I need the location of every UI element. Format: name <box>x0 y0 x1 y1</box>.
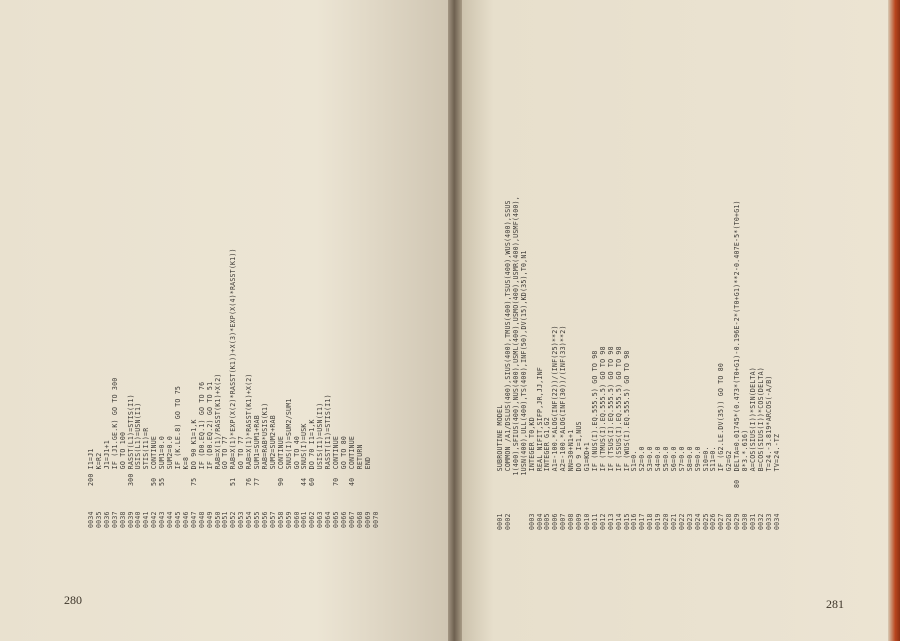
code-line <box>175 248 183 528</box>
code-text: GO TO 77 <box>221 435 230 486</box>
code-line <box>301 248 309 528</box>
code-text: 90 CONTINUE <box>276 435 285 486</box>
line-number: 0065 <box>332 511 341 528</box>
line-number: 0049 <box>205 511 214 528</box>
code-line <box>333 248 341 528</box>
code-text: IF (WUS(I).EQ.555.5) GO TO 98 <box>622 350 631 488</box>
code-line <box>128 248 136 528</box>
code-text: RASST(I1)=STIS(I1) <box>324 394 333 486</box>
line-number: 0035 <box>94 511 103 528</box>
code-text: S4=0.0 <box>654 446 663 488</box>
code-text: SUM2=SUM2+RAB <box>268 415 277 486</box>
line-number: 0011 <box>590 513 599 530</box>
code-line <box>317 248 325 528</box>
code-line <box>120 248 128 528</box>
code-line <box>112 248 120 528</box>
line-number: 0059 <box>284 511 293 528</box>
code-text: INTEGER G1,G2 <box>543 417 552 488</box>
code-text: USIS(I1)=USN(I1) <box>316 402 325 486</box>
code-line <box>96 248 104 528</box>
code-text: GO TO 80 <box>340 435 348 486</box>
line-number: 0039 <box>126 511 135 528</box>
code-text: REAL NIFIT,SIFP,JR,JJ,INF <box>535 367 544 488</box>
page-number-left: 280 <box>64 593 82 607</box>
line-number: 0029 <box>733 513 742 530</box>
line-number: 0007 <box>559 513 568 530</box>
code-text: NN=30+N1+1 <box>567 429 576 488</box>
code-text: IF (SSUS(I).EQ.555.5) GO TO 98 <box>614 346 623 488</box>
code-line <box>143 248 151 528</box>
code-text: IF (D0.EQ.2) GO TO 51 <box>205 381 214 486</box>
code-line <box>349 248 357 528</box>
code-text: RAB=X(1)/RASST(K1)+X(2) <box>213 373 222 486</box>
code-text: S9=0.0 <box>693 446 702 488</box>
line-number: 0024 <box>693 513 702 530</box>
code-text: 40 CONTINUE <box>347 435 356 486</box>
line-number: 0054 <box>245 511 254 528</box>
line-number: 0022 <box>677 513 686 530</box>
code-text: 44 SNUS(I)=USK <box>300 423 309 486</box>
code-text: A1=-100.*ALOG(INF(22))/(INF(25)**2) <box>551 325 560 488</box>
line-number: 0060 <box>292 511 301 528</box>
code-line <box>88 248 96 528</box>
code-text: K=R2 <box>94 452 103 486</box>
line-number: 0021 <box>669 513 678 530</box>
line-number: 0045 <box>173 511 182 528</box>
code-line <box>294 248 302 528</box>
code-line <box>159 248 167 528</box>
code-text: 50 CONTINUE <box>150 435 159 486</box>
line-number: 0032 <box>756 513 765 530</box>
line-number: 0028 <box>725 513 734 530</box>
code-line <box>254 248 262 528</box>
code-text: T=24.-3.819*ARCOS(-A/B) <box>764 375 773 488</box>
line-number: 0002 <box>503 513 512 530</box>
line-number: 0023 <box>685 513 694 530</box>
code-text: COMMON /A1/DSLUS(400),SIUS(400),TMUS(400),TSUS(400),WUS(400),SSUS <box>503 200 512 488</box>
line-number: 0033 <box>764 513 773 530</box>
line-number: 0003 <box>527 513 536 530</box>
line-number: 0041 <box>142 511 151 528</box>
line-number: 0068 <box>355 511 364 528</box>
line-number: 0004 <box>535 513 544 530</box>
code-text: 77 SUM1=SUM1+RAB <box>253 415 262 486</box>
line-number: 0040 <box>134 511 143 528</box>
code-text: 80 DELTA=0.01745*(0.473*(T0+G1)-0.196E-2*(T0+G1)**2-0.407E-5*(T0+G1) <box>733 200 742 488</box>
code-text: 1USN(400),ULL(400),TS(400),INF(50),DV(15),KD(35),T0,N1 <box>519 250 528 488</box>
code-text: 70 CONTINUE <box>332 435 341 486</box>
code-line <box>246 248 254 528</box>
line-number: 0012 <box>598 513 607 530</box>
code-text: IF (G2.LE.DV(35)) GO TO 80 <box>717 362 726 488</box>
code-line <box>270 248 278 528</box>
line-number: 0056 <box>260 511 269 528</box>
line-number: 0066 <box>340 511 348 528</box>
line-number: 0008 <box>567 513 576 530</box>
line-number: 0051 <box>221 511 230 528</box>
code-text: 60 DO 70 I1=1,K <box>308 419 317 486</box>
line-number: 0047 <box>189 511 198 528</box>
code-line <box>357 248 365 528</box>
page-edge <box>888 0 900 641</box>
code-text: S6=0.0 <box>669 446 678 488</box>
line-number: 0057 <box>268 511 277 528</box>
code-text: RAB=RAB*USIS(K1) <box>260 402 269 486</box>
right-code-listing <box>497 196 782 530</box>
code-text: IF (NUS(I).EQ.555.5) GO TO 98 <box>590 350 599 488</box>
line-number: 0010 <box>582 513 591 530</box>
line-number: 0009 <box>575 513 584 530</box>
line-number: 0050 <box>213 511 222 528</box>
code-text: G1=KD+1 <box>582 442 591 488</box>
code-line <box>183 248 191 528</box>
line-number: 0043 <box>158 511 167 528</box>
line-number: 0067 <box>347 511 356 528</box>
line-number: 0030 <box>741 513 750 530</box>
code-text: IF (J1.GE.K) GO TO 300 <box>110 377 119 486</box>
line-number: 0058 <box>276 511 285 528</box>
code-line <box>230 248 238 528</box>
page-number-right: 281 <box>826 597 844 611</box>
code-text: 75 DO 90 K1=1,K <box>189 419 198 486</box>
code-text: 55 SUM1=0.0 <box>158 435 167 486</box>
code-text: J1=J1+1 <box>102 440 111 486</box>
code-line <box>215 248 223 528</box>
code-text: RETURN <box>355 444 364 486</box>
code-text: S11=0. <box>709 446 718 488</box>
line-number: 0016 <box>630 513 639 530</box>
code-line <box>325 248 333 528</box>
code-text: SNUS(I)=SUM2/SUM1 <box>284 398 293 486</box>
code-text: STIS(I1)=R <box>142 427 151 486</box>
line-number: 0055 <box>253 511 262 528</box>
code-text: IF (TSUS(I).EQ.555.5) GO TO 98 <box>606 346 615 488</box>
line-number: 0020 <box>662 513 671 530</box>
code-text: SUBROUTINE MODEL <box>496 404 504 488</box>
code-text: K=8 <box>181 456 190 486</box>
line-number: 0069 <box>363 511 372 528</box>
line-number: 0014 <box>614 513 623 530</box>
code-text: A=COS(SIUS(I))*SIN(DELTA) <box>749 367 757 488</box>
line-number: 0063 <box>316 511 325 528</box>
line-number: 0034 <box>772 513 781 530</box>
line-number: 0053 <box>237 511 246 528</box>
code-line <box>286 248 294 528</box>
line-number: 0044 <box>166 511 175 528</box>
code-text: 1(400),SFIUS(400),NUS(400),USML(400),USMO(400),USMR(400),USMF(400), <box>511 196 520 488</box>
code-text: B=COS(SIUS(I))*COS(DELTA) <box>756 367 765 488</box>
code-text: S3=0.0 <box>646 446 655 488</box>
line-number: 0025 <box>701 513 710 530</box>
code-text: GO TO 77 <box>237 435 246 486</box>
line-number: 0046 <box>181 511 190 528</box>
code-line <box>151 248 159 528</box>
code-line <box>774 196 782 530</box>
code-text: 76 RAB=X(1)*RASST(K1)+X(2) <box>245 373 254 486</box>
line-number: 0017 <box>638 513 647 530</box>
code-text: 200 I1=J1 <box>87 448 95 486</box>
line-number: 0034 <box>87 511 95 528</box>
line-number: 0048 <box>197 511 206 528</box>
line-number: 0061 <box>300 511 309 528</box>
code-text: S5=0.0 <box>662 446 671 488</box>
code-text: S10=0. <box>701 446 710 488</box>
code-line <box>341 248 349 528</box>
line-number: 0037 <box>110 511 119 528</box>
line-number: 0006 <box>551 513 560 530</box>
line-number: 0026 <box>709 513 718 530</box>
code-text: GO TO 40 <box>292 435 301 486</box>
line-number: 0036 <box>102 511 111 528</box>
code-text: TV=24.-TZ <box>772 433 781 488</box>
code-text: DO 9 I=1,NUS <box>575 421 584 488</box>
line-number: 0019 <box>654 513 663 530</box>
code-line <box>309 248 317 528</box>
code-text: USIS(L1)=USN(I1) <box>134 402 143 486</box>
code-text: S2=0.0 <box>638 446 647 488</box>
code-text: S8=0.0 <box>685 446 694 488</box>
line-number: 0001 <box>496 513 504 530</box>
code-text: S1=0. <box>630 450 639 488</box>
line-number: 0018 <box>646 513 655 530</box>
line-number: 0027 <box>717 513 726 530</box>
code-line <box>278 248 286 528</box>
line-number: 0013 <box>606 513 615 530</box>
code-text: INTEGER T0,KD <box>527 417 536 488</box>
code-text: 51 RAB=X(1)*EXP(X(2)*RASST(K1))+X(3)*EXP(X(4)*RASST(K1)) <box>229 248 238 486</box>
code-text: A2=-100.*ALOG(INF(30))/(INF(33)**2) <box>559 325 568 488</box>
line-number: 0062 <box>308 511 317 528</box>
line-number <box>513 488 521 530</box>
code-line <box>365 248 373 528</box>
code-text: S7=0.0 <box>677 446 686 488</box>
line-number: 0052 <box>229 511 238 528</box>
code-text: IF (D0.EQ.1) GO TO 76 <box>197 381 206 486</box>
line-number: 0015 <box>622 513 631 530</box>
code-line <box>373 248 381 528</box>
code-text: 8*3.*.616) <box>741 429 750 488</box>
code-text: 300 RASST(L1)=STIS(I1) <box>126 394 135 486</box>
line-number: 0064 <box>324 511 333 528</box>
left-code-listing <box>88 248 381 528</box>
line-number: 0005 <box>543 513 552 530</box>
line-number: 0042 <box>150 511 159 528</box>
line-number: 0031 <box>749 513 757 530</box>
line-number: 0038 <box>118 511 127 528</box>
code-text: IF (K.LE.8) GO TO 75 <box>173 385 182 486</box>
code-line <box>135 248 143 528</box>
book-gutter <box>448 0 462 641</box>
code-text: GO TO 100 <box>118 431 127 486</box>
code-line <box>262 248 270 528</box>
code-text: END <box>363 456 372 486</box>
code-text: IF (TMUS(I).EQ.555.5) GO TO 98 <box>598 346 607 488</box>
line-number: 0070 <box>371 511 380 528</box>
code-text: SUM2=0.0 <box>166 435 175 486</box>
code-text: G2=G2 <box>725 450 734 488</box>
